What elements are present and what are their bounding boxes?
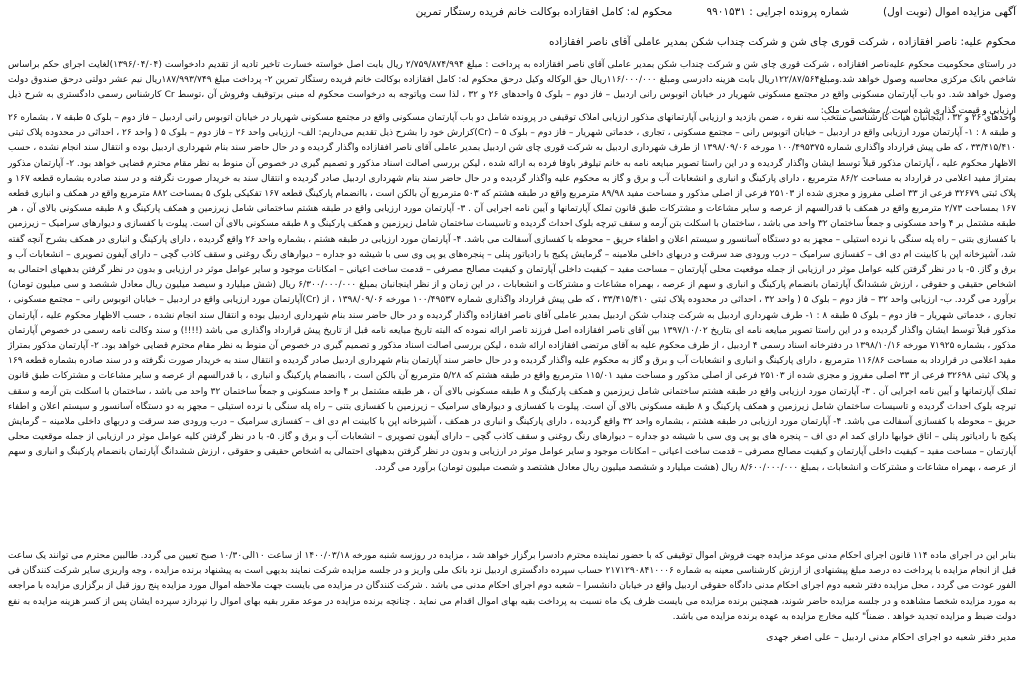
header-spacer bbox=[8, 22, 1016, 34]
signature-line: مدیر دفتر شعبه دو اجرای احکام مدنی اردبیل – علی اصغر جهدی bbox=[766, 632, 1016, 643]
creditor-line: محکوم له: کامل افقازاده بوکالت خانم فریده رستگار تمرین bbox=[415, 6, 673, 18]
debtor-line: محکوم علیه: ناصر افقازاده ، شرکت قوری چای شن و شرکت چنداب شکن بمدیر عاملی آقای ناصر افقازاده bbox=[549, 36, 1016, 48]
notice-header bbox=[8, 4, 1016, 22]
auction-terms-paragraph: بنابر این در اجرای ماده ۱۱۴ قانون اجرای احکام مدنی موعد مزایده جهت فروش اموال توقیفی که با حضور نماینده محترم دادسرا برگزار خواهد شد ، مزایده در روزسه شنبه مورخه ۱۴۰۰/۰۳/۱۸ از ساعت ۱۰الی۱۰/۳۰ صبح تعیین می گردد. طالبین محترم می توانند یک ساعت قبل از انجام مزایده با پرداخت ده درصد مبلغ پیشنهادی از ارزش کارشناسی معینه به شماره ۲۱۷۱۲۹۰۸۴۱۰۰۰۶ حساب سپرده دادگستری اردبیل نزد بانک ملی واریز و در جلسه مزایده شرکت نمایند بدیهی است به پیشنهاد برنده مزایده ، وجه واریزی سایر شرکت کنندگان فی الفور عودت می گردد ، محل مزایده دفتر شعبه دوم اجرای احکام مدنی دادگاه حقوقی اردبیل واقع در خیابان دانشسرا – شعبه دوم اجرای احکام مدنی می باشد . شرکت کنندگان در مزایده می بایست جهت ملاحظه اموال مورد مزایده پنج روز قبل از برگزاری مزایده با مراجعه به مورد مزایده شخصا مشاهده و در جلسه مزایده حاضر شوند، همچنین برنده مزایده می بایست ظرف یک ماه نسبت به پرداخت بقیه بهای اموال اقدام می نماید . چنانچه برنده مزایده در موعد مقرر بقیه بهای اموال را نپردازد سپرده ایشان پس از کسر هزینه مزایده به نفع دولت ضبط و مزایده تجدید خواهد . ضمناً" کلیه مخارج مزایده به عهده برنده مزایده می باشد. bbox=[8, 551, 1017, 622]
notice-title: آگهی مزایده اموال (نوبت اول) bbox=[882, 6, 1016, 18]
case-number: شماره پرونده اجرایی : ۹۹۰۱۵۳۱ bbox=[706, 6, 849, 18]
judgment-paragraph: در راستای محکومیت محکوم علیه‌ناصر افقازاده ، شرکت قوری چای شن و شرکت چنداب شکن بمدیر عاملی آقای ناصر افقازاده به پرداخت : مبلغ ۲/۷۵۹/۸۷۴/۹۹۴ ریال بابت اصل خواسته خسارت تاخیر تادیه از تقدیم دادخواست (۱۳۹۶/۰۴/۰۴)لغایت اجرای حکم براساس شاخص بانک مرکزی محاسبه وصول خواهد شد.ومبلغ۱۲۲/۸۷/۵۶۴ریال بابت هزینه دادرسی ومبلغ ۱۱۶/۰۰۰/۰۰۰ریال حق الوکاله وکیل درحق محکوم له: کامل افقازاده بوکالت خانم فریده رستگار تمرین ۲- پرداخت مبلغ ۱۸۷/۹۹۳/۷۴۹ریال نیم عشر دولتی درحق صندوق دولت وصول خواهد شد. دو باب آپارتمان مسکونی واقع در مجتمع مسکونی شهریار در خیابان اتوبوس رانی اردبیل – فاز دوم – بلوک ۵ واحدهای ۲۶ و ۳۲ ، لذا ست ویاتوجه به درخواست محکوم له مبنی برتوقیف وفروش آن ،توسط Cr کارشناس رسمی دادگستری به شرح ذیل ارزیابی و قیمت گذاری شده است./. مشخصات ملک: bbox=[8, 60, 1017, 116]
expert-appraisal-paragraph: واحدهای ۲۶ و ۳۲ ، اینجانبان هیات کارشناسی منتخب سه نفره ، ضمن بازدید و ارزیابی آپارتمانهای مذکور ارزیابی املاک توقیفی در پرونده شامل دو باب آپارتمان مسکونی واقع در مجتمع مسکونی شهریار در خیابان اتوبوس رانی اردبیل – فاز دوم – بلوک ۵ طبقه ۷ ، بشماره ۲۶ و طبقه ۸ : ۱- آپارتمان مورد ارزیابی واقع در اردبیل – خیابان اتوبوس رانی – مجتمع مسکونی ، تجاری ، خدماتی شهریار – فاز دوم – بلوک ۵ – (Cr)کزارش خود را بشرح ذیل تقدیم می‌داریم: الف- ارزیابی واحد ۲۶ – فاز دوم – بلوک ۵ ( واحد ۲۶ ، احداثی در محدوده پلاک ثبتی ۳۳/۴۱۵/۴۱۰ ، که طی پیش قرارداد واگذاری شماره ۱۰۰/۴۹۵۳۷۵ مورخه ۱۳۹۸/۰۹/۰۶ از طرف شهرداری اردبیل به شرکت قوری چای شن اردبیل بمدیر عاملی آقای ناصر افقازاده واگذار گردیده و در حال حاضر سند بنام شهرداری اردبیل بوده و انتقال سند انجام نشده ، حسب الاظهار محکوم علیه ، آپارتمان مذکور قبلاً توسط ایشان واگذار گردیده و در این راستا تصویر مبایعه نامه به خانم تیلوفر باوفا فرده به ارائه شده ، لیکن بررسی اصالت اسناد مذکور و تصمیم گیری در خصوص آن منوط به نظر مقام محترم قضایی خواهد بود. ۲- آپارتمان مذکور بمتراژ مفید اعلامی در قرارداد به مساحت ۸۶/۲ مترمربع ، دارای پارکینگ و انباری و انشعابات آب و برق و گاز به محکوم علیه واگذار گردیده و در حال حاضر سند بنام شهرداری اردبیل صادر گردیده و انتقال سند به خریدار صورت نگرفته و در سند صادره بشماره قطعه ۱۶۷ و پلاک ثبتی ۳۲۶۷۹ فرعی از ۳۳ اصلی مفروز و مجزی شده از ۲۵۱۰۳ فرعی از اصلی مذکور و مساحت مفید ۸۹/۹۸ مترمربع واقع در طبقه هشتم که ۵۰۳ مترمربع آن بالکن است ، باانضمام پارکینگ قطعه ۱۶۷ تفکیکی بلوک ۵ بمساحت ۸۸۲ مترمربع واقع در همکف و انباری قطعه ۱۶۷ بمساحت ۲/۷۳ مترمربع واقع در همکف با قدرالسهم از عرصه و سایر مشاعات و مشترکات طبق قانون تملک آپارتمانها و آیین نامه اجرایی آن . ۳- آپارتمان مورد ارزیابی واقع در طبقه هشتم ساختمانی شامل زیرزمین و همکف پارکینگ و ۸ طبقه مسکونی بالای آن ، هر طبقه مشتمل بر ۴ واحد مسکونی و جمعاً ساختمان ۳۲ واحد می باشد ، ساختمان با اسکلت بتن آرمه و سقف تیرچه بلوک احداث گردیده و تاسیسات ساختمان شامل زیرزمین و همکف پارکینگ و ۸ طبقه مسکونی بالای آن است. پیلوت با کفسازی و دیوارهای سرامیک – زیرزمین با کفسازی بتنی – راه پله سنگی با نرده استیلی – مجهز به دو دستگاه آسانسور و سیستم اعلان و اطفاء حریق – محوطه با کفسازی آسفالت می باشد. ۴- آپارتمان مورد ارزیابی در طبقه هشتم ، بشماره واحد ۲۶ واقع گردیده ، دارای پارکینگ و انباری در همکف بشرح آنچه گفته شد، آشپزخانه اپن با کابینت ام دی اف – کفسازی سرامیک – درب ورودی ضد سرقت و دربهای داخلی ملامینه – گرمایش پکیج با رادیاتور پنلی – پنجره‌های یو پی وی سی با شیشه دو جداره – دیوارهای رنگ روغنی و سقف کاذب گچی – دارای آیفون تصویری – انشعابات آب و برق و گاز. ۵- با در نظر گرفتن کلیه عوامل موثر در ارزیابی از جمله موقعیت محلی آپارتمان – مساحت مفید – کیفیت داخلی آپارتمان و کیفیت مصالح مصرفی – قدمت ساخت اعیانی – امکانات موجود و سایر عوامل موثر در ارزیابی و بدون در نظر گرفتن بدهیهای احتمالی به اشخاص حقیقی و حقوقی ، ارزش ششدانگ آپارتمان بانضمام پارکینگ و انباری و سهم از عرصه ، بهمراه مشاعات و مشترکات و انشعابات ، در این زمان و از نظر اینجانبان بمبلغ ۶/۳۰۰/۰۰۰/۰۰۰ ریال (شش میلیارد و سیصد میلیون ریال معادل ششصد و سی میلیون تومان) برآورد می گردد. ب- ارزیابی واحد ۳۲ – فاز دوم – بلوک ۵ ( واحد ۳۲ ، احداثی در محدوده پلاک ثبتی ۳۳/۴۱۵/۴۱۰ ، که طی پیش قرارداد واگذاری شماره ۱۰۰/۴۹۵۳۷ مورخه ۱۳۹۸/۰۹/۰۶ ، از (Cr)آپارتمان مورد ارزیابی واقع در اردبیل – خیابان اتوبوس رانی – مجتمع مسکونی ، تجاری ، خدماتی شهریار – فاز دوم – بلوک ۵ طبقه ۸ : ۱- طرف شهرداری اردبیل به شرکت چنداب شکن اردبیل بمدیر عاملی آقای ناصر افقازاده واگذار گردیده و در حال حاضر سند بنام شهرداری اردبیل بوده و انتقال سند انجام نشده ، حسب الاظهار محکوم علیه ، آپارتمان مذکور قبلاً توسط ایشان واگذار گردیده و در این راستا تصویر مبایعه نامه ای بتاریخ ۱۳۹۷/۱۰/۰۲ بین آقای ناصر افقازاده اصل فرزند تاصر ارائه نموده که البته تاریخ مبایعه نامه قبل از تاریخ پیش قرارداد واگذاری می باشد (!!!!) و سند وکالت نامه رسمی در خصوص آپارتمان مذکور ، بشماره ۷۱۹۲۵ مورخه ۱۳۹۸/۱۰/۱۶ در دفترخانه اسناد رسمی ۴ اردبیل ، از طرف محکوم علیه به آقای مرتضی افقازاده ارائه شده ، لیکن بررسی اصالت اسناد مذکور و تصمیم گیری در خصوص آن منوط به نظر مقام محترم قضایی خواهد بود. ۲- آپارتمان مذکور بمتراژ مفید اعلامی در قرارداد به مساحت ۱۱۶/۸۶ مترمربع ، دارای پارکینگ و انباری و انشعابات آب و برق و گاز به محکوم علیه واگذار گردیده و در حال حاضر سند آپارتمان بنام شهرداری اردبیل صادر گردیده و انتقال سند به خریدار صورت نگرفته و در سند صادره بشماره قطعه ۱۶۹ و پلاک ثبتی ۳۲۶۹۸ فرعی از ۳۳ اصلی مفروز و مجزی شده از ۲۵۱۰۳ فرعی از اصلی مذکور و مساحت مفید ۱۱۵/۰۱ مترمربع واقع در طبقه هشتم که ۵/۲۸ مترمربع آن بالکن است ، باانضمام پارکینگ و انباری ، با قدرالسهم از عرصه و سایر مشاعات و مشترکات طبق قانون تملک آپارتمانها و آیین نامه اجرایی آن . ۳- آپارتمان مورد ارزیابی واقع در طبقه هشتم ساختمانی شامل زیرزمین و همکف پارکینگ و ۸ طبقه مسکونی بالای آن ، هر طبقه مشتمل بر ۴ واحد مسکونی و جمعاً ساختمان ۳۲ واحد می باشد ، ساختمان با اسکلت بتن آرمه و سقف تیرچه بلوک احداث گردیده و تاسیسات ساختمان شامل زیرزمین و همکف پارکینگ و ۸ طبقه مسکونی بالای آن است. پیلوت با کفسازی و دیوارهای سرامیک – زیرزمین با کفسازی بتنی – راه پله سنگی با نرده استیلی – مجهز به دو دستگاه آسانسور و سیستم اعلان و اطفاء حریق – محوطه با کفسازی آسفالت می باشد. ۴- آپارتمان مورد ارزیابی در طبقه هشتم ، بشماره واحد ۳۲ واقع گردیده ، دارای پارکینگ و انباری در همکف ، آشپزخانه اپن با کابینت ام دی اف – کفسازی سرامیک – درب ورودی ضد سرقت و دربهای داخلی ملامینه – گرمایش پکیج با رادیاتور پنلی – اتاق خوابها دارای کمد ام دی اف – پنجره های یو پی وی سی با شیشه دو جداره – دیوارهای رنگ روغنی و سقف کاذب گچی – دارای آیفون تصویری – انشعابات آب و برق و گاز. ۵- با در نظر گرفتن کلیه عوامل موثر در ارزیابی از جمله موقعیت محلی آپارتمان – مساحت مفید – کیفیت داخلی آپارتمان و کیفیت مصالح مصرفی – قدمت ساخت اعیانی – امکانات موجود و سایر عوامل موثر در ارزیابی و بدون در نظر گرفتن بدهیهای احتمالی به اشخاص حقیقی و حقوقی ، ارزش ششدانگ آپارتمان بانضمام پارکینگ و انباری و سهم از عرصه ، بهمراه مشاعات و مشترکات و انشعابات ، بمبلغ ۸/۶۰۰/۰۰۰/۰۰۰ ریال (هشت میلیارد و ششصد میلیون ریال معادل هشتصد و شصت میلیون تومان) برآورد می گردد. bbox=[8, 113, 1017, 473]
